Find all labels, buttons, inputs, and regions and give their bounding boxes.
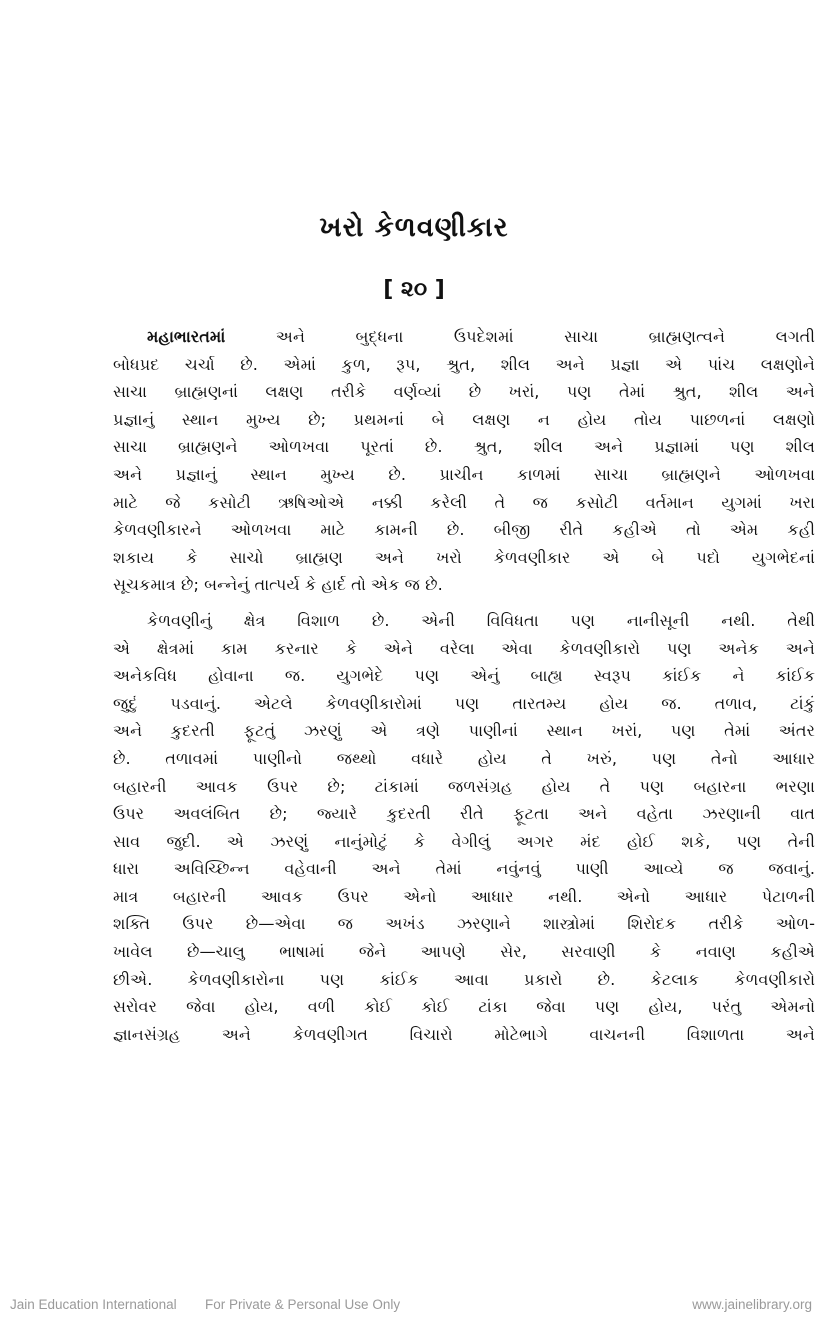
bold-lead-word: મહાભારતમાં — [147, 327, 226, 346]
text-line: બોધપ્રદ ચર્ચા છે. એમાં કુળ, રૂપ, શ્રુત, શીલ અને પ્રજ્ઞા એ પાંચ લક્ષણોને — [113, 354, 815, 374]
footer-publisher: Jain Education International — [10, 1297, 177, 1312]
text-line: એ ક્ષેત્રમાં કામ કરનાર કે એને વરેલા એવા કેળવણીકારો પણ અનેક અને — [113, 638, 815, 658]
text-line: માત્ર બહારની આવક ઉપર એનો આધાર નથી. એનો આધાર પેટાળની — [113, 886, 815, 906]
text-line: ધારા અવિચ્છિન્ન વહેવાની અને તેમાં નવુંનવું પાણી આવ્યે જ જવાનું. — [113, 859, 815, 879]
text-line: સાચા બ્રાહ્મણનાં લક્ષણ તરીકે વર્ણવ્યાં છે ખરાં, પણ તેમાં શ્રુત, શીલ અને — [113, 382, 815, 402]
footer-website-link[interactable]: www.jainelibrary.org — [692, 1297, 812, 1312]
footer-usage-notice: For Private & Personal Use Only — [205, 1297, 401, 1312]
text-line: પ્રજ્ઞાનું સ્થાન મુખ્ય છે; પ્રથમનાં બે લક્ષણ ન હોય તોય પાછળનાં લક્ષણો — [113, 409, 815, 429]
text-line: અનેકવિધ હોવાના જ. યુગભેદે પણ એનું બાહ્ય સ્વરૂપ કાંઈક ને કાંઈક — [113, 666, 815, 686]
text-line: ખાવેલ છે—ચાલુ ભાષામાં જેને આપણે સેર, સરવાણી કે નવાણ કહીએ — [113, 942, 815, 962]
text-line: મહાભારતમાં અને બુદ્ધના ઉપદેશમાં સાચા બ્રાહ્મણત્વને લગતી — [147, 327, 815, 346]
text-line: ઉપર અવલંબિત છે; જ્યારે કુદરતી રીતે ફૂટતા અને વહેતા ઝરણાની વાત — [113, 804, 815, 824]
text-line: કેળવણીકારને ઓળખવા માટે કામની છે. બીજી રીતે કહીએ તો એમ કહી — [113, 520, 815, 540]
text-line: સાચા બ્રાહ્મણને ઓળખવા પૂરતાં છે. શ્રુત, શીલ અને પ્રજ્ઞામાં પણ શીલ — [113, 437, 815, 457]
text-line: અને કુદરતી ફૂટતું ઝરણું એ ત્રણે પાણીનાં સ્થાન ખરાં, પણ તેમાં અંતર — [113, 721, 815, 741]
text-line: જ્ઞાનસંગ્રહ અને કેળવણીગત વિચારો મોટેભાગે વાચનની વિશાળતા અને — [113, 1024, 815, 1044]
text-line: સાવ જુદી. એ ઝરણું નાનુંમોટું કે વેગીલું અગર મંદ હોઈ શકે, પણ તેની — [113, 831, 815, 851]
section-number: [ ૨૦ ] — [383, 277, 445, 302]
text-line: અને પ્રજ્ઞાનું સ્થાન મુખ્ય છે. પ્રાચીન કાળમાં સાચા બ્રાહ્મણને ઓળખવા — [113, 464, 815, 484]
text-line: છીએ. કેળવણીકારોના પણ કાંઈક આવા પ્રકારો છે. કેટલાક કેળવણીકારો — [113, 969, 815, 989]
body-text — [113, 323, 815, 1048]
text-line: છે. તળાવમાં પાણીનો જથ્થો વધારે હોય તે ખરું, પણ તેનો આધાર — [113, 748, 815, 768]
text-line: સરોવર જેવા હોય, વળી કોઈ કોઈ ટાંકા જેવા પણ હોય, પરંતુ એમનો — [113, 997, 815, 1017]
text-line: જુદું પડવાનું. એટલે કેળવણીકારોમાં પણ તારતમ્ય હોય જ. તળાવ, ટાંકું — [113, 693, 815, 713]
text-line: કેળવણીનું ક્ષેત્ર વિશાળ છે. એની વિવિધતા પણ નાનીસૂની નથી. તેથી — [147, 610, 815, 630]
text-line: માટે જે કસોટી ઋષિઓએ નક્કી કરેલી તે જ કસોટી વર્તમાન યુગમાં ખરા — [113, 492, 815, 512]
text-line: શકાય કે સાચો બ્રાહ્મણ અને ખરો કેળવણીકાર એ બે પદો યુગભેદનાં — [113, 547, 815, 567]
footer — [0, 1297, 828, 1319]
text-line: શક્તિ ઉપર છે—એવા જ અખંડ ઝરણાને શાસ્ત્રોમાં શિરોદક તરીકે ઓળ- — [113, 914, 815, 934]
text-line: સૂચકમાત્ર છે; બન્નેનું તાત્પર્ય કે હાર્દ તો એક જ છે. — [113, 575, 443, 595]
text-line: બહારની આવક ઉપર છે; ટાંકામાં જળસંગ્રહ હોય તે પણ બહારના ભરણા — [113, 776, 815, 796]
paragraph-gap — [113, 599, 815, 607]
page-title: ખરો કેળવણીકાર — [319, 212, 509, 243]
